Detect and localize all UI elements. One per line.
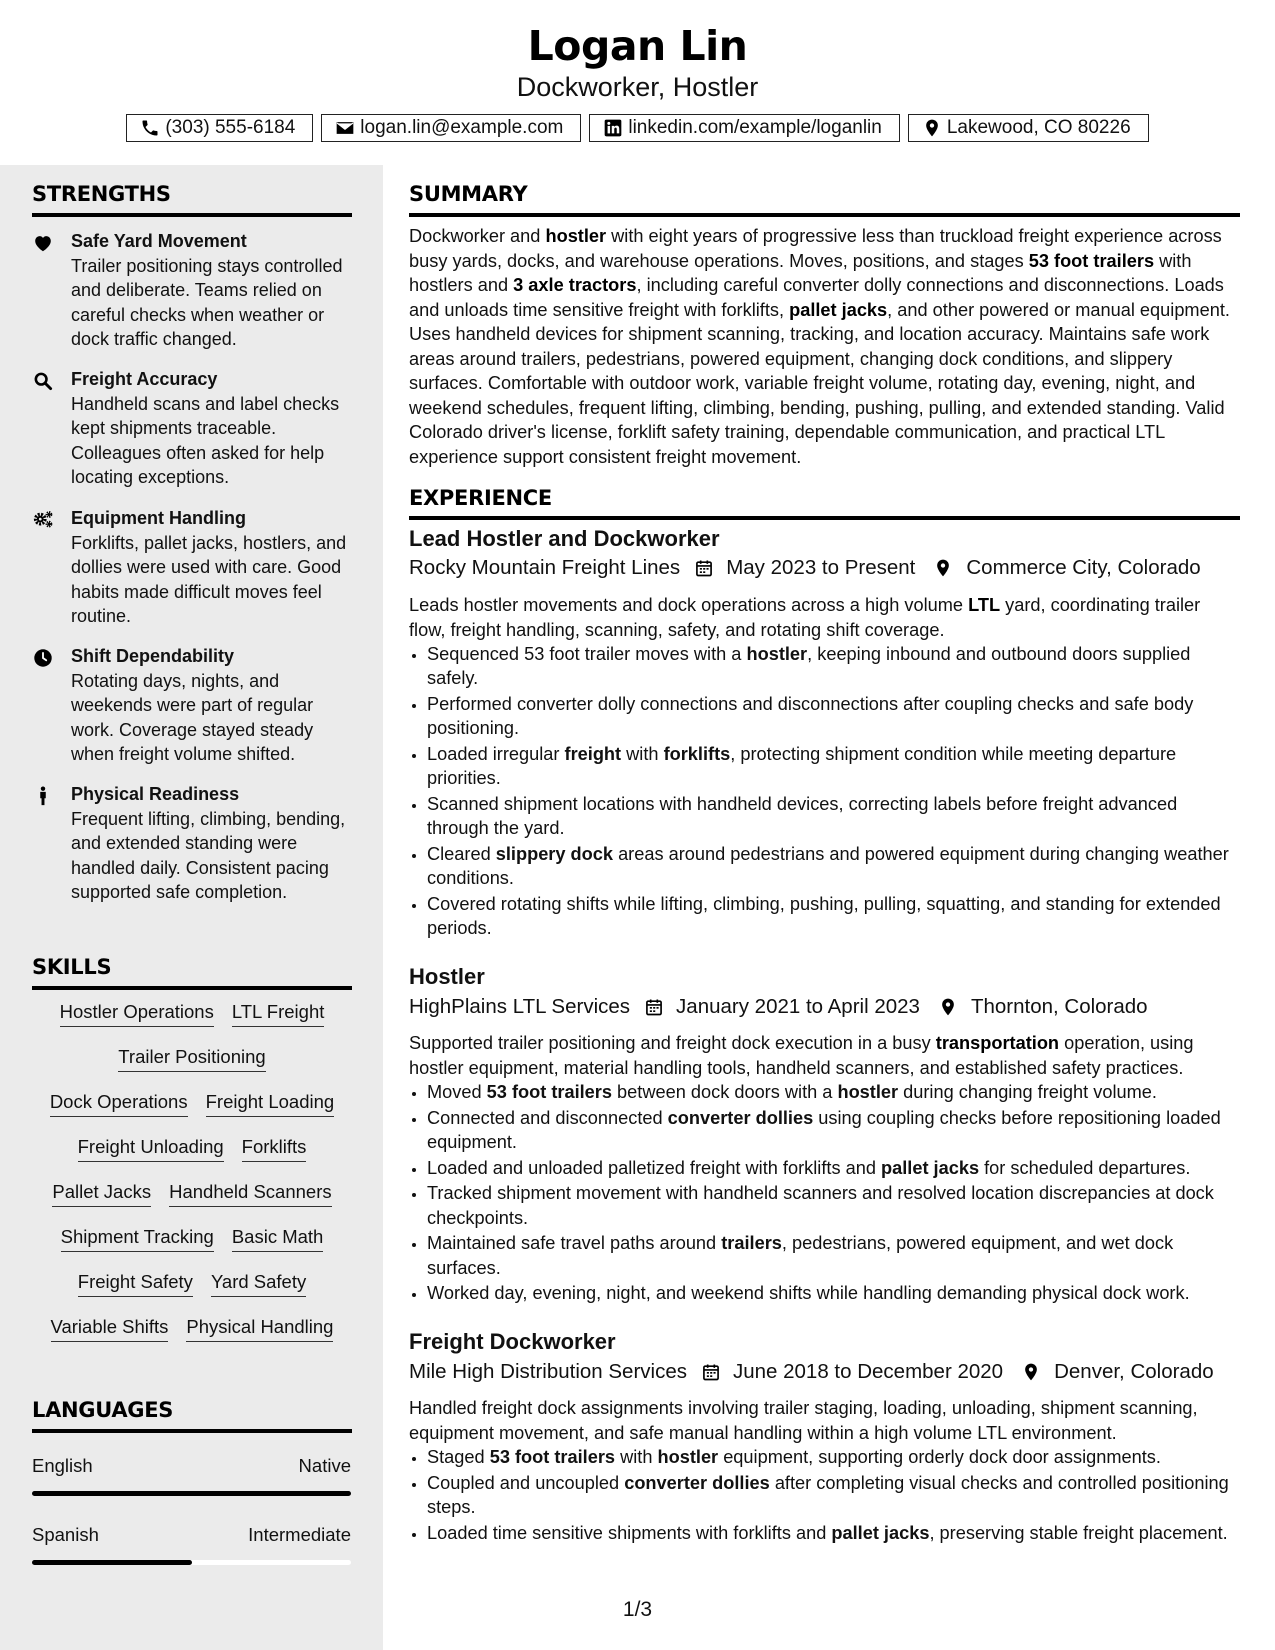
languages-rule <box>32 1429 352 1433</box>
skills-list <box>32 1000 352 1360</box>
map-pin-icon <box>922 118 942 138</box>
skill-tag: Forklifts <box>242 1135 307 1162</box>
job-location: Denver, Colorado <box>1054 1360 1214 1383</box>
language-bar-fill <box>32 1560 192 1565</box>
skill-tag: Freight Unloading <box>78 1135 224 1162</box>
skill-tag: Shipment Tracking <box>61 1225 214 1252</box>
list-item: • Tracked shipment movement with handheld scanners and resolved location discrepancies at dock checkpoints. <box>427 1181 1239 1230</box>
skill-row <box>32 1180 352 1225</box>
language-bar-fill <box>32 1491 351 1496</box>
skill-tag: Hostler Operations <box>60 1000 214 1027</box>
skill-tag: Freight Loading <box>206 1090 335 1117</box>
job-summary: Handled freight dock assignments involving trailer staging, loading, unloading, shipment scanning, equipment movement, and safe manual handling within a high volume LTL environment. <box>409 1398 1198 1443</box>
contact-location[interactable] <box>908 114 1149 142</box>
strength-desc: Rotating days, nights, and weekends were part of regular work. Coverage stayed steady when freight volume shifted. <box>71 671 314 765</box>
list-item: • Worked day, evening, night, and weekend shifts while handling demanding physical dock work. <box>427 1281 1239 1305</box>
job-location: Commerce City, Colorado <box>966 556 1201 579</box>
strength-title: Physical Readiness <box>71 784 240 804</box>
language-bar <box>32 1560 351 1565</box>
contact-email-text: logan.lin@example.com <box>360 117 564 138</box>
job-bullets <box>409 1080 1239 1307</box>
linkedin-icon <box>603 118 623 138</box>
strength-desc: Frequent lifting, climbing, bending, and extended standing were handled daily. Consistent pacing supported safe completion. <box>71 809 346 903</box>
contact-email[interactable] <box>321 114 581 142</box>
gears-icon <box>32 509 54 531</box>
list-item: • Performed converter dolly connections and disconnections after coupling checks and safe body positioning. <box>427 692 1239 741</box>
skill-tag: Trailer Positioning <box>118 1045 265 1072</box>
contact-linkedin-text: linkedin.com/example/loganlin <box>628 117 882 138</box>
language-name: Spanish <box>32 1524 99 1545</box>
list-item: • Loaded irregular freight with forklifts, protecting shipment condition while meeting departure priorities. <box>427 742 1239 791</box>
job-location: Thornton, Colorado <box>970 995 1148 1018</box>
list-item: • Scanned shipment locations with handheld devices, correcting labels before freight advanced through the yard. <box>427 792 1239 841</box>
skill-tag: Basic Math <box>232 1225 324 1252</box>
language-level: Native <box>298 1455 351 1476</box>
skill-tag: Freight Safety <box>78 1270 193 1297</box>
strength-desc: Handheld scans and label checks kept shipments traceable. Colleagues often asked for help locating exceptions. <box>71 394 340 488</box>
skill-row <box>32 1225 352 1270</box>
job-title: Lead Hostler and Dockworker <box>409 526 720 551</box>
map-pin-icon <box>938 997 958 1017</box>
job-company: HighPlains LTL Services <box>409 995 631 1018</box>
person-icon <box>32 785 54 807</box>
skills-rule <box>32 986 352 990</box>
language-level: Intermediate <box>248 1524 351 1545</box>
calendar-icon <box>644 997 664 1017</box>
list-item: • Moved 53 foot trailers between dock doors with a hostler during changing freight volume. <box>427 1080 1239 1104</box>
job-bullets <box>409 1445 1239 1546</box>
strength-title: Safe Yard Movement <box>71 231 247 251</box>
phone-icon <box>140 118 160 138</box>
candidate-title: Dockworker, Hostler <box>516 72 759 102</box>
list-item: • Connected and disconnected converter dollies using coupling checks before repositioning loaded equipment. <box>427 1106 1239 1155</box>
search-icon <box>32 370 54 392</box>
summary-text: Dockworker and hostler with eight years of progressive less than truckload freight experience across busy yards, docks, and warehouse operations. Moves, positions, and stages 53 foot trailers with hostlers and 3 axle tractors, including careful converter dolly connections and disconnections. Loads and unloads time sensitive freight with forklifts, pallet jacks, and other powered or manual equipment. Uses handheld devices for shipment scanning, tracking, and location accuracy. Maintains safe work areas around trailers, pedestrians, powered equipment, changing dock conditions, and slippery surfaces. Comfortable with outdoor work, variable freight volume, rotating day, evening, night, and weekend schedules, frequent lifting, climbing, bending, pushing, pulling, and extended standing. Valid Colorado driver's license, forklift safety training, dependable communication, and practical LTL experience support consistent freight movement. <box>409 226 1230 467</box>
summary-heading: SUMMARY <box>409 182 528 206</box>
contact-bar <box>0 114 1275 142</box>
list-item: • Sequenced 53 foot trailer moves with a hostler, keeping inbound and outbound doors supplied safely. <box>427 642 1239 691</box>
list-item: • Coupled and uncoupled converter dollies after completing visual checks and controlled positioning steps. <box>427 1471 1239 1520</box>
language-name: English <box>32 1455 93 1476</box>
languages-heading: LANGUAGES <box>32 1398 174 1422</box>
skill-tag: Handheld Scanners <box>169 1180 332 1207</box>
job-title: Hostler <box>409 964 485 989</box>
strength-desc: Forklifts, pallet jacks, hostlers, and dollies were used with care. Good habits made difficult moves feel routine. <box>71 533 347 627</box>
list-item: • Loaded time sensitive shipments with forklifts and pallet jacks, preserving stable freight placement. <box>427 1521 1239 1545</box>
job-dates: May 2023 to Present <box>726 556 916 579</box>
skill-row <box>32 1045 352 1090</box>
clock-icon <box>32 647 54 669</box>
skill-tag: Pallet Jacks <box>52 1180 151 1207</box>
job-bullets <box>409 642 1239 942</box>
map-pin-icon <box>933 558 953 578</box>
experience-rule <box>409 516 1240 520</box>
job-dates: January 2021 to April 2023 <box>676 995 920 1018</box>
skill-row <box>32 1135 352 1180</box>
strength-desc: Trailer positioning stays controlled and deliberate. Teams relied on careful checks when weather or dock traffic changed. <box>71 256 343 350</box>
summary-rule <box>409 213 1240 217</box>
job-meta <box>409 1360 1214 1384</box>
job-meta <box>409 995 1148 1019</box>
experience-heading: EXPERIENCE <box>409 486 552 510</box>
contact-phone-text: (303) 555-6184 <box>165 117 296 138</box>
strength-title: Shift Dependability <box>71 646 235 666</box>
skill-tag: Yard Safety <box>211 1270 306 1297</box>
contact-location-text: Lakewood, CO 80226 <box>946 117 1131 138</box>
job-summary: Supported trailer positioning and freight dock execution in a busy transportation operation, using hostler equipment, material handling tools, handheld scanners, and established safety practices. <box>409 1033 1194 1078</box>
skills-heading: SKILLS <box>32 955 112 979</box>
skill-tag: Dock Operations <box>50 1090 188 1117</box>
list-item: • Loaded and unloaded palletized freight with forklifts and pallet jacks for scheduled departures. <box>427 1156 1239 1180</box>
candidate-name: Logan Lin <box>527 22 748 70</box>
job-title: Freight Dockworker <box>409 1329 616 1354</box>
contact-linkedin[interactable] <box>589 114 899 142</box>
job-meta <box>409 556 1201 580</box>
heart-icon <box>32 232 54 254</box>
contact-phone[interactable] <box>126 114 313 142</box>
skill-tag: LTL Freight <box>232 1000 325 1027</box>
map-pin-icon <box>1021 1362 1041 1382</box>
list-item: • Staged 53 foot trailers with hostler equipment, supporting orderly dock door assignments. <box>427 1445 1239 1469</box>
job-company: Rocky Mountain Freight Lines <box>409 556 681 579</box>
envelope-icon <box>335 118 355 138</box>
skill-row <box>32 1090 352 1135</box>
strength-title: Equipment Handling <box>71 508 246 528</box>
calendar-icon <box>694 558 714 578</box>
list-item: • Maintained safe travel paths around trailers, pedestrians, powered equipment, and wet dock surfaces. <box>427 1231 1239 1280</box>
strengths-heading: STRENGTHS <box>32 182 171 206</box>
skill-row <box>32 1315 352 1360</box>
list-item: • Covered rotating shifts while lifting, climbing, pushing, pulling, squatting, and standing for extended periods. <box>427 892 1239 941</box>
job-summary: Leads hostler movements and dock operations across a high volume LTL yard, coordinating trailer flow, freight handling, scanning, safety, and rotating shift coverage. <box>409 595 1201 640</box>
skill-row <box>32 1270 352 1315</box>
page-number: 1/3 <box>622 1598 653 1621</box>
calendar-icon <box>701 1362 721 1382</box>
job-dates: June 2018 to December 2020 <box>732 1360 1004 1383</box>
strengths-rule <box>32 213 352 217</box>
skill-tag: Variable Shifts <box>51 1315 169 1342</box>
strength-title: Freight Accuracy <box>71 369 218 389</box>
skill-tag: Physical Handling <box>186 1315 333 1342</box>
skill-row <box>32 1000 352 1045</box>
list-item: • Cleared slippery dock areas around pedestrians and powered equipment during changing weather conditions. <box>427 842 1239 891</box>
job-company: Mile High Distribution Services <box>409 1360 687 1383</box>
language-bar <box>32 1491 351 1496</box>
